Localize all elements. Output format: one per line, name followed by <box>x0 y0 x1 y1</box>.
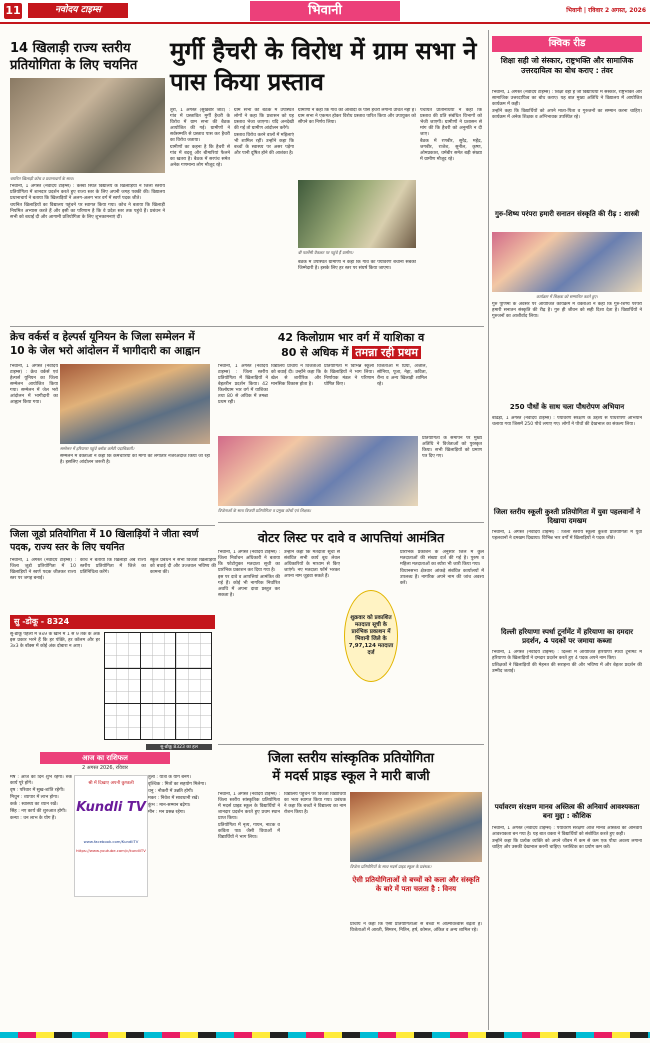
lead-headline: मुर्गी हैचरी के विरोध में ग्राम सभा ने पास किया प्रस्ताव <box>170 37 477 96</box>
body-culture-1: भिवानी, 1 अगस्त (नवोदय टाइम्स) : जिला स्तरीय सांस्कृतिक प्रतियोगिता में मदर्स प्राइड स्कूल के विद्यार्थियों ने शानदार प्रदर्शन करते हुए प्रथम स्थान प्राप्त किया। प्रतियोगिता में नृत्य, गायन, नाटक व कविता पाठ जैसी विधाओं में विद्यार्थियों ने भाग लिया। <box>218 792 280 840</box>
edition-label: भिवानी <box>250 1 400 21</box>
headline-voter: वोटर लिस्ट पर दावे व आपत्तियां आमंत्रित <box>257 530 445 545</box>
body-union-1: भिवानी, 1 अगस्त (नवोदय टाइम्स) : क्रेच वर्कर्स एवं हेल्पर्स यूनियन का जिला सम्मेलन आयोजित किया गया। सम्मेलन में जेल भरो आंदोलन में भागीदारी का आह्वान किया गया। <box>10 364 58 405</box>
rc-head2: गुरु-शिष्य परंपरा हमारी सनातन संस्कृति की रीढ़ : शास्त्री <box>494 210 640 218</box>
rc-photo <box>492 232 642 292</box>
lead-photo <box>298 180 416 248</box>
kundli-facebook[interactable]: www.facebook.com/KundliTV <box>83 839 139 844</box>
brand-logo-left: नवोदय टाइम्स <box>28 3 128 18</box>
horoscope-title: आज का राशिफल <box>40 752 170 764</box>
sudoku-grid[interactable] <box>104 632 212 740</box>
lead-body-3: ग्रामीणों ने कहा कि गांव की आबादी के पास हैचरी लगाना उचित नहीं है। ग्राम सभा ने एकमत होकर विरोध प्रस्ताव पारित किया और उपायुक्त को सौंपने का निर्णय लिया। <box>298 108 416 125</box>
kundli-logo: Kundli TV <box>76 800 146 815</box>
caption-players: चयनित खिलाड़ी कोच व प्रधानाचार्य के साथ। <box>10 176 74 181</box>
rc-body4: भिवानी, 1 अगस्त (नवोदय टाइम्स) : जिला स्तरीय स्कूली कुश्ती प्रतियोगिता में युवा पहलवानों ने दमखम दिखाया। विभिन्न भार वर्गों में खिलाड़ियों ने पदक जीते। <box>492 530 642 541</box>
body-weight-4: विजेताओं में प्रिया, अंजलि, सोनिया, पूजा, नेहा, कविता, रीना व अन्य खिलाड़ी शामिल रहे। <box>377 364 427 387</box>
horoscope-body-2: तुला : यात्रा के योग बनेंगे। वृश्चिक : मित्रों का सहयोग मिलेगा। धनु : नौकरी में उन्नति होगी। मकर : निवेश में सावधानी रखें। कुंभ : मान-सम्मान बढ़ेगा। मीन : मन प्रसन्न रहेगा। <box>148 775 206 815</box>
rc-head7: पर्यावरण संरक्षण मानव अस्तित्व की अनिवार्य आवश्यकता बना मुद्दा : कौशिक <box>494 803 640 820</box>
kundli-ad <box>74 775 148 897</box>
headline-players-selected: 14 खिलाड़ी राज्य स्तरीय प्रतियोगिता के लिए चयनित <box>10 41 138 73</box>
body-weight-3: प्रतियोगिता में विभिन्न स्कूलों के खिलाड़ियों ने भाग लिया। निर्णायक मंडल ने परिणाम घोषित किए। <box>324 364 374 387</box>
sudoku-answer-label: सु-डोकू 8323 का हल <box>146 744 212 750</box>
voter-pull-quote-text: शुक्रवार को प्रकाशित मतदाता सूची के प्रारंभिक प्रकाशन में भिवानी जिले के 7,97,124 मतदाता दर्ज <box>348 615 394 656</box>
headline-weight-a: 42 किलोग्राम भार वर्ग में याशिका व <box>277 331 425 344</box>
rc-head1: शिक्षा सही जो संस्कार, राष्ट्रभक्ति और सामाजिक उत्तरदायित्व का बोध कराए : तंवर <box>500 56 634 75</box>
photo-weight <box>218 436 418 506</box>
rc-body6: भिवानी, 1 अगस्त (नवोदय टाइम्स) : पर्यावरण संरक्षण आज मानव अस्तित्व की अनिवार्य आवश्यकता बन गया है। यह बात वक्ता ने विद्यार्थियों को संबोधित करते हुए कही। उन्होंने कहा कि प्रत्येक व्यक्ति को अपने जीवन में कम से कम एक पौधा अवश्य लगाना चाहिए और उसकी देखभाल करनी चाहिए। प्लास्टिक का प्रयोग कम करें। <box>492 826 642 850</box>
headline-culture-a: जिला स्तरीय सांस्कृतिक प्रतियोगिता <box>268 751 434 766</box>
kundli-tagline: श्री में दिखाए अपनी कुण्डली <box>88 781 134 786</box>
page-number: 11 <box>5 4 21 17</box>
photo-culture <box>350 792 482 862</box>
rc-body3: बाढड़ा, 1 अगस्त (नवोदय टाइम्स) : पर्यावरण संरक्षण के उद्देश्य से पौधरोपण अभियान चलाया गया जिसमें 250 पौधे लगाए गए। लोगों ने पौधों की देखभाल का संकल्प लिया। <box>492 416 642 427</box>
caption-culture: विजेता प्रतियोगियों के साथ मदर्स प्राइड स्कूल के प्रबंधक। <box>350 864 432 869</box>
lead-body-4: बैठक में उपस्थित ग्रामीणों ने कहा कि गांव का पर्यावरण बचाना सबकी जिम्मेदारी है। इसके लिए हर स्तर पर संघर्ष किया जाएगा। <box>298 260 416 271</box>
horoscope-body-1: मेष : आज का दिन शुभ रहेगा। रुके कार्य पूरे होंगे। वृष : परिवार में सुख-शांति रहेगी। मिथुन : व्यापार में लाभ होगा। कर्क : स्वास्थ्य का ध्यान रखें। सिंह : नए कार्य की शुरुआत होगी। कन्या : धन लाभ के योग हैं। <box>10 775 72 821</box>
rc-body2: गुरु पूर्णिमा के अवसर पर आयोजित कार्यक्रम में वक्ताओं ने कहा कि गुरु-शिष्य परंपरा हमारी सनातन संस्कृति की रीढ़ है। गुरु ही जीवन को सही दिशा देता है। विद्यार्थियों ने गुरुजनों का आशीर्वाद लिया। <box>492 302 642 319</box>
headline-weight-c: तमन्ना रही प्रथम <box>352 346 421 359</box>
body-judo-1: भिवानी, 1 अगस्त (नवोदय टाइम्स) : जिला जूडो प्रतियोगिता में 10 खिलाड़ियों ने स्वर्ण पदक जीतकर राज्य स्तर पर जगह बनाई। <box>10 558 76 581</box>
rc-body1: भिवानी, 1 अगस्त (नवोदय टाइम्स) : शिक्षा वही है जो विद्यार्थियों में संस्कार, राष्ट्रभक्ति और सामाजिक उत्तरदायित्व का बोध कराए। यह बात मुख्य अतिथि ने विद्यालय में आयोजित कार्यक्रम में कही। उन्होंने कहा कि विद्यार्थियों को अपने माता-पिता व गुरुजनों का सम्मान करना चाहिए। कार्यक्रम में अनेक शिक्षक व अभिभावक उपस्थित रहे। <box>492 90 642 120</box>
body-players: भिवानी, 1 अगस्त (नवोदय टाइम्स) : कस्बा स्थित विद्यालय के खिलाड़ियों ने जिला स्तरीय प्रतियोगिता में शानदार प्रदर्शन करते हुए राज्य स्तर के लिए अपनी जगह पक्की की। विद्यालय प्रधानाचार्य ने बताया कि खिलाड़ियों ने अलग-अलग भार वर्ग में स्वर्ण पदक जीते। चयनित खिलाड़ियों का विद्यालय पहुंचने पर स्वागत किया गया। कोच ने बताया कि खिलाड़ी नियमित अभ्यास करते हैं और इसी का परिणाम है कि वे प्रदेश स्तर तक पहुंचे हैं। प्रबंधन ने सभी को बधाई दी और आगामी प्रतियोगिता के लिए शुभकामनाएं दीं। <box>10 184 165 220</box>
date-line: भिवानी | रविवार 2 अगस्त, 2026 <box>566 7 646 14</box>
voter-pull-quote <box>344 590 398 682</box>
kundli-youtube[interactable]: https://www.youtube.com/c/kundliTV <box>76 848 146 853</box>
body-voter-3: प्रारंभिक प्रकाशन के अनुसार जिले में कुल मतदाताओं की संख्या दर्ज की गई है। पुरुष व महिला मतदाताओं का ब्योरा भी जारी किया गया। विधानसभा क्षेत्रवार आंकड़े संबंधित कार्यालयों में उपलब्ध हैं। नागरिक अपने नाम की जांच अवश्य करें। <box>400 550 484 586</box>
quick-read-label: क्विक रीड <box>492 36 642 52</box>
headline-judo: जिला जूडो प्रतियोगिता में 10 खिलाड़ियों ने जीता स्वर्ण पदक, राज्य स्तर के लिए चयनित <box>10 529 199 553</box>
body-voter-2: उन्होंने कहा कि मतदाता सूची से संबंधित सभी कार्य बूथ लेवल अधिकारियों के माध्यम से किए जाएंगे। नए मतदाता फॉर्म भरकर अपना नाम जुड़वा सकते हैं। <box>284 550 340 579</box>
header-bar <box>0 0 650 24</box>
sudoku-title: सु -डोकू - 8324 <box>10 615 215 629</box>
caption-weight: विजेताओं के साथ विजयी प्रतियोगिता व प्रमुख कोचों एवं शिक्षक। <box>218 508 312 513</box>
culture-pull-quote: ऐसी प्रतियोगिताओं से बच्चों को कला और संस्कृति के बारे में पता चलता है : विनय <box>352 876 480 893</box>
body-voter-1: भिवानी, 1 अगस्त (नवोदय टाइम्स) : जिला निर्वाचन अधिकारी ने बताया कि फोटोयुक्त मतदाता सूची का प्रारंभिक प्रकाशन कर दिया गया है। इस पर दावे व आपत्तियां आमंत्रित की गई हैं। कोई भी नागरिक निर्धारित अवधि में अपना दावा प्रस्तुत कर सकता है। <box>218 550 280 598</box>
lead-body-2: ग्राम सभा की बैठक में उपस्थित लोगों ने कहा कि प्रशासन को यह प्रस्ताव भेजा जाएगा। यदि अनदेखी की गई तो ग्रामीण आंदोलन करेंगे। प्रस्ताव विरोध करने वालों में महिलाएं भी शामिल रहीं। उन्होंने कहा कि बच्चों के स्वास्थ्य पर असर पड़ेगा और पानी दूषित होने की आशंका है। <box>234 108 294 156</box>
sudoku-instructions: सु-डोकू पहेली में 9x9 के खाने में 1 से 9 तक के अंक इस प्रकार भरने हैं कि हर पंक्ति, हर कॉलम और हर 3x3 के बॉक्स में कोई अंक दोबारा न आए। <box>10 632 100 649</box>
body-judo-2: कोच ने बताया कि खिलाड़ी अब राज्य स्तरीय प्रतियोगिता में जिले का प्रतिनिधित्व करेंगे। <box>80 558 146 575</box>
body-culture-2: विद्यालय पहुंचने पर विजेता विद्यार्थियों का भव्य स्वागत किया गया। प्रबंधक ने कहा कि बच्चों ने विद्यालय का नाम रोशन किया है। <box>284 792 346 815</box>
headline-culture-b: में मदर्स प्राइड स्कूल ने मारी बाजी <box>272 769 430 784</box>
color-strip <box>0 1032 650 1038</box>
body-culture-3: प्राचार्य ने कहा कि ऐसी प्रतियोगिताओं से बच्चों में आत्मविश्वास बढ़ता है। विजेताओं में आरती, सिमरन, नितिन, हर्ष, कोमल, अंकित व अन्य शामिल रहे। <box>350 922 482 933</box>
rc-photo-caption: कार्यक्रम में शिक्षक को सम्मानित करते हुए। <box>536 294 598 299</box>
lead-photo-caption: बी फार्मेसी वैकलट पर पहुंचे हैं ग्रामीण। <box>298 250 354 255</box>
body-weight-5: प्रतियोगिता के समापन पर मुख्य अतिथि ने विजेताओं को पुरस्कृत किया। सभी खिलाड़ियों को प्रमाण पत्र दिए गए। <box>422 436 482 459</box>
headline-weight-b-wrap <box>218 346 484 360</box>
horoscope-date: 2 अगस्त 2026, रविवार <box>82 765 128 771</box>
rc-head4: जिला स्तरीय स्कूली कुश्ती प्रतियोगिता में युवा पहलवानों ने दिखाया दमखम <box>493 508 641 525</box>
body-weight-1: भिवानी, 1 अगस्त (नवोदय टाइम्स) : जिला स्तरीय प्रतियोगिता में खिलाड़ियों ने बेहतरीन प्रदर्शन किया। 42 किलोग्राम भार वर्ग में याशिका तथा 80 से अधिक में तमन्ना प्रथम रही। <box>218 364 268 405</box>
lead-body-1: तूरी, 1 अगस्त (सुखबीर जाट) : गांव में प्रस्तावित मुर्गी हैचरी के विरोध में ग्राम सभा की बैठक आयोजित की गई। ग्रामीणों ने सर्वसम्मति से प्रस्ताव पास कर हैचरी का विरोध जताया। ग्रामीणों का कहना है कि हैचरी से गांव में बदबू और बीमारियां फैलने का खतरा है। बैठक में सरपंच समेत अनेक गणमान्य लोग मौजूद रहे। <box>170 108 230 168</box>
photo-union <box>60 364 210 444</box>
photo-players <box>10 78 165 173</box>
headline-union: क्रेच वर्कर्स व हेल्पर्स यूनियन के जिला सम्मेलन में 10 के जेल भरो आंदोलन में भागीदारी का आह्वान <box>10 331 201 357</box>
headline-weight-b: 80 से अधिक में <box>281 346 349 359</box>
rc-body5: भिवानी, 1 अगस्त (नवोदय टाइम्स) : दिल्ली में आयोजित हरियाणा स्पर्धा टूर्नामेंट में हरियाणा के खिलाड़ियों ने दमदार प्रदर्शन करते हुए 4 पदक अपने नाम किए। प्रशिक्षकों ने खिलाड़ियों की मेहनत की सराहना की और भविष्य में और बेहतर प्रदर्शन की उम्मीद जताई। <box>492 650 642 674</box>
rc-head3: 250 पौधों के साथ चला पौधरोपण अभियान <box>509 403 625 411</box>
lead-body-5: पंचायत प्रतिनिधियों ने कहा कि प्रस्ताव की प्रति संबंधित विभागों को भेजी जाएगी। ग्रामीणों ने प्रशासन से मांग की कि हैचरी को अनुमति न दी जाए। बैठक में रणबीर, सुरेंद्र, महेंद्र, जगबीर, राजेश, सुनील, कृष्ण, ओमप्रकाश, धर्मबीर समेत बड़ी संख्या में ग्रामीण मौजूद रहे। <box>420 108 482 162</box>
rc-head5: दिल्ली हरियाणा स्पर्धा टूर्नामेंट में हरियाणा का दमदार प्रदर्शन, 4 पदकों पर जमाया कब्जा <box>500 628 633 645</box>
body-union-2: सम्मेलन में वक्ताओं ने कहा कि कर्मचारियों की मांगों को लगातार नजरअंदाज किया जा रहा है। इसलिए आंदोलन जरूरी है। <box>60 454 210 465</box>
body-judo-3: स्कूल प्रबंधन ने सभी विजेता खिलाड़ियों को बधाई दी और उज्जवल भविष्य की कामना की। <box>150 558 216 575</box>
caption-union: सम्मेलन में हरियाणा पहुंचे ब्लॉक कमेटी पदाधिकारी। <box>60 446 135 451</box>
body-weight-2: विद्यालय प्राचार्य ने विजेताओं को बधाई दी। उन्होंने कहा कि खेल से शारीरिक और मानसिक विकास होता है। <box>271 364 321 387</box>
